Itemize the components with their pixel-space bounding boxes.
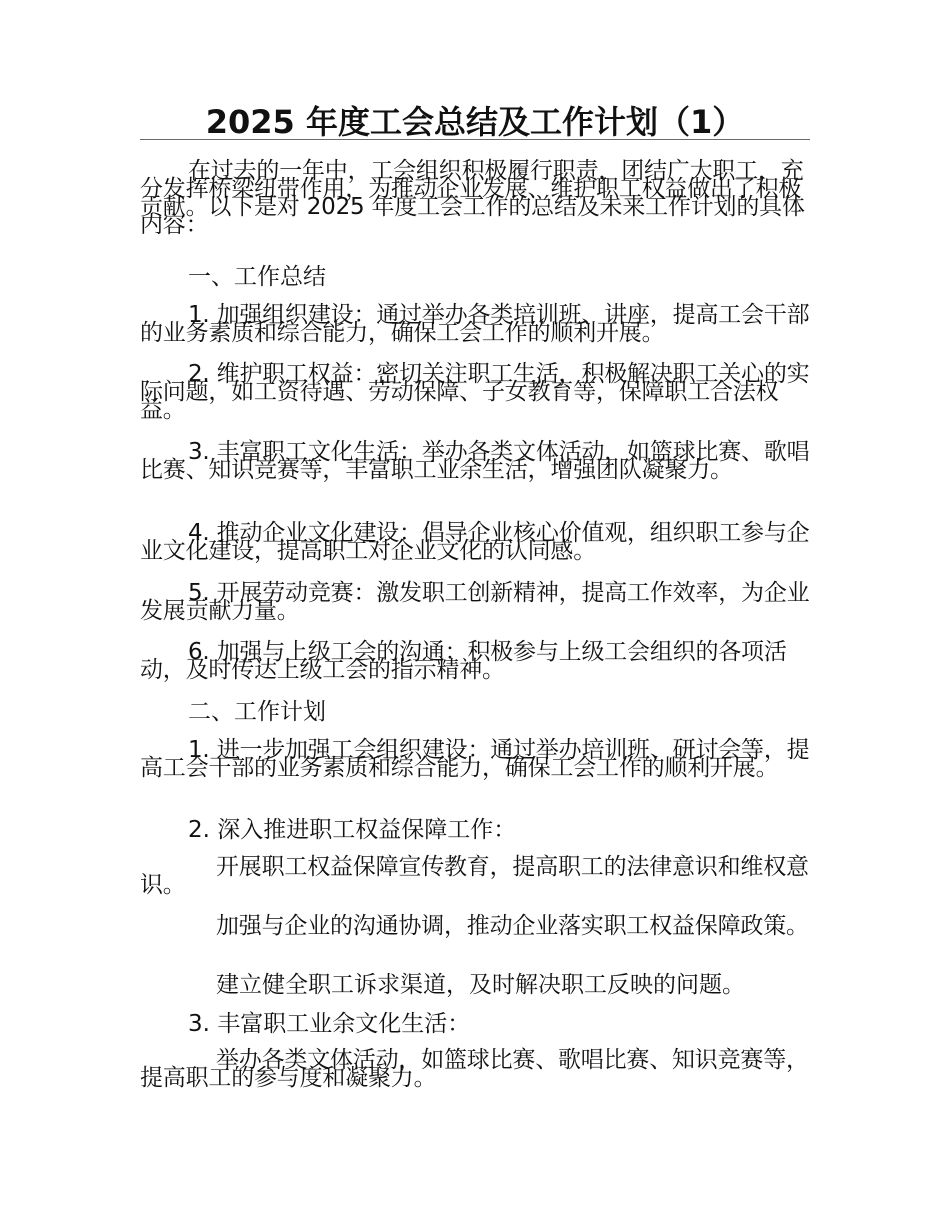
intro-paragraph: [140, 158, 810, 238]
summary-item-3: [140, 439, 810, 483]
summary-item-1: [140, 302, 810, 346]
summary-item-text: 2. 维护职工权益：密切关注职工生活，积极解决职工关心的实际问题，如工资待遇、劳动保障、子女教育等，保障职工合法权益。: [140, 361, 810, 423]
plan-item-3-sub-1: [140, 1047, 810, 1091]
summary-item-5: [140, 580, 810, 624]
intro-text: 在过去的一年中，工会组织积极履行职责，团结广大职工，充分发挥桥梁纽带作用，为推动企业发展、维护职工权益做出了积极贡献。以下是对 2025 年度工会工作的总结及未来工作计划的具体内容：: [140, 158, 805, 238]
plan-sub-text: 加强与企业的沟通协调，推动企业落实职工权益保障政策。: [216, 913, 809, 939]
plan-item-2-sub-3: 建立健全职工诉求渠道，及时解决职工反映的问题。: [216, 972, 745, 998]
plan-item-2-sub-2: [140, 913, 810, 939]
summary-item-text: 1. 加强组织建设：通过举办各类培训班、讲座，提高工会干部的业务素质和综合能力，确保工会工作的顺利开展。: [140, 302, 810, 346]
section-heading-summary: 一、工作总结: [188, 264, 326, 290]
section-heading-plan: 二、工作计划: [188, 699, 326, 725]
summary-item-text: 6. 加强与上级工会的沟通：积极参与上级工会组织的各项活动，及时传达上级工会的指示精神。: [140, 639, 787, 683]
plan-item-text: 1. 进一步加强工会组织建设：通过举办培训班、研讨会等，提高工会干部的业务素质和综合能力，确保工会工作的顺利开展。: [140, 737, 810, 781]
plan-item-2-sub-1: [140, 854, 810, 898]
plan-item-3: 3. 丰富职工业余文化生活：: [188, 1011, 471, 1037]
plan-item-2: 2. 深入推进职工权益保障工作：: [188, 817, 517, 843]
plan-item-1: [140, 737, 810, 781]
summary-item-text: 5. 开展劳动竞赛：激发职工创新精神，提高工作效率，为企业发展贡献力量。: [140, 580, 810, 624]
summary-item-2: [140, 361, 810, 423]
title-underline: [140, 139, 810, 140]
summary-item-6: [140, 639, 810, 683]
summary-item-4: [140, 520, 810, 564]
document-title: 2025 年度工会总结及工作计划（1）: [205, 103, 745, 141]
plan-sub-text: 举办各类文体活动，如篮球比赛、歌唱比赛、知识竞赛等，提高职工的参与度和凝聚力。: [140, 1047, 809, 1091]
summary-item-text: 3. 丰富职工文化生活：举办各类文体活动，如篮球比赛、歌唱比赛、知识竞赛等，丰富职工业余生活，增强团队凝聚力。: [140, 439, 810, 483]
summary-item-text: 4. 推动企业文化建设：倡导企业核心价值观，组织职工参与企业文化建设，提高职工对企业文化的认同感。: [140, 520, 810, 564]
plan-sub-text: 开展职工权益保障宣传教育，提高职工的法律意识和维权意识。: [140, 854, 809, 898]
